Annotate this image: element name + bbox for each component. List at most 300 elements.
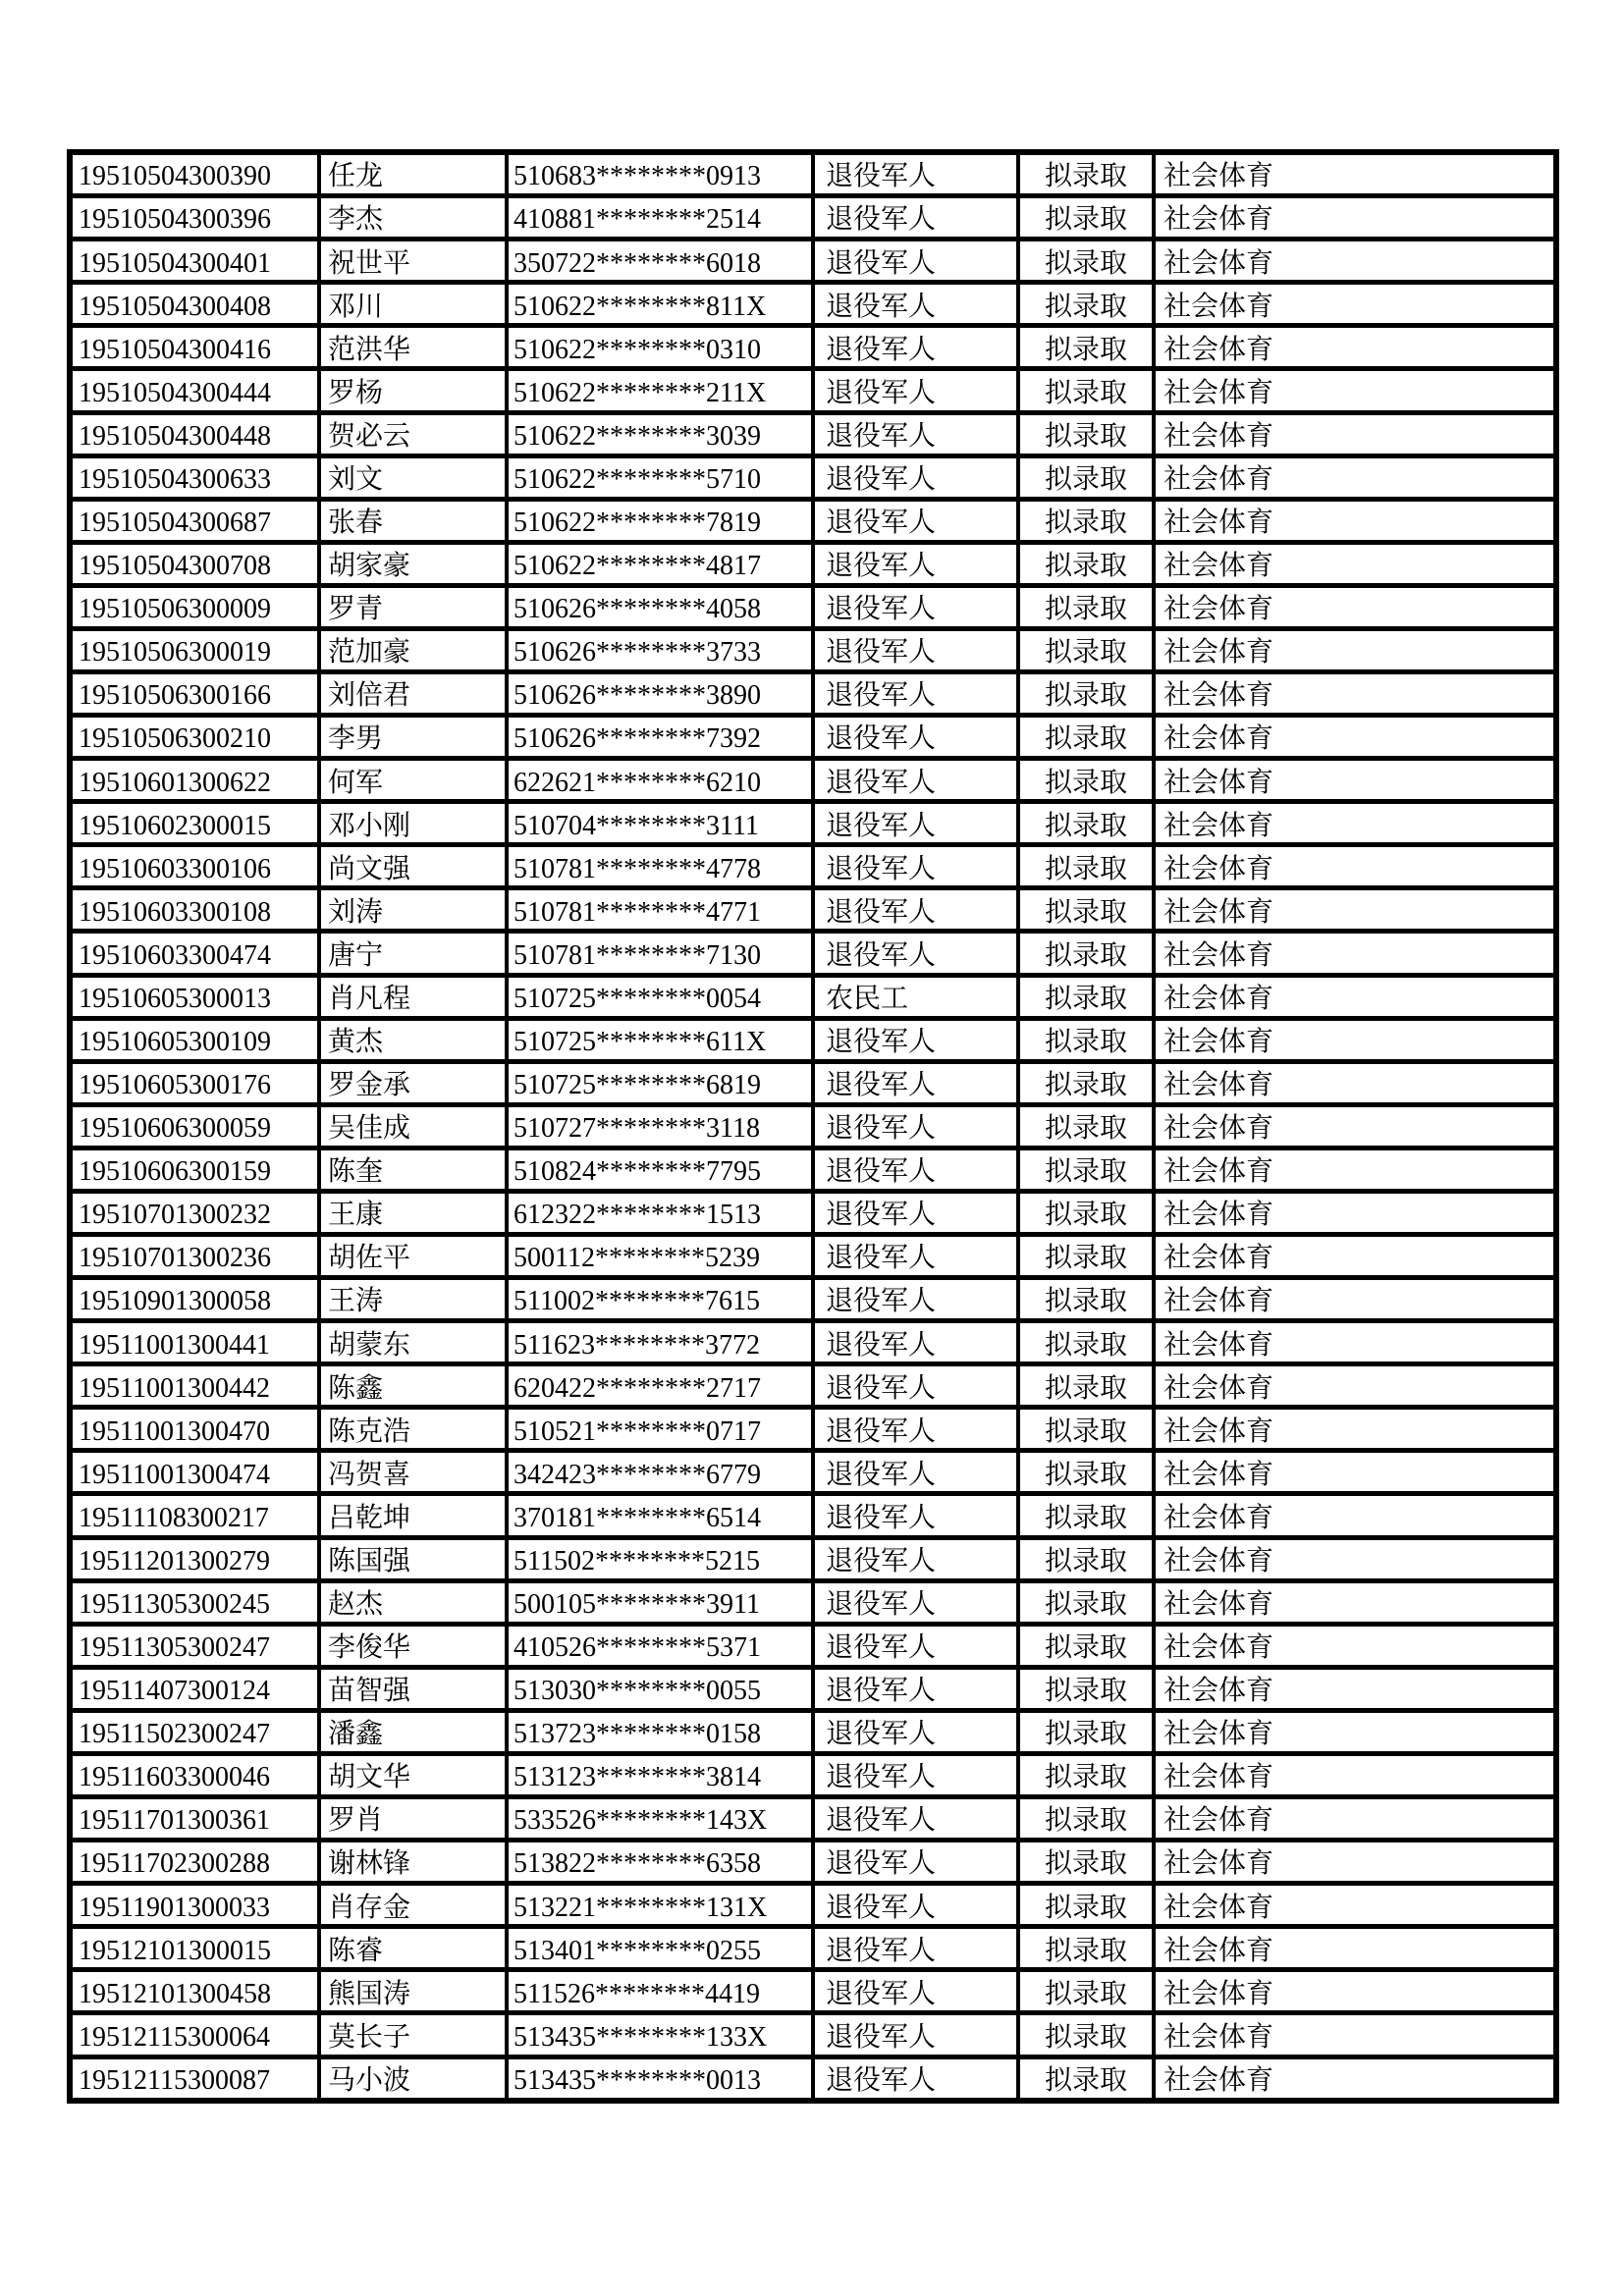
cell-name: 吴佳成	[319, 1104, 507, 1148]
cell-category: 退役军人	[813, 240, 1018, 283]
cell-category: 退役军人	[813, 499, 1018, 542]
cell-exam-number: 19510504300416	[70, 326, 319, 369]
table-row	[70, 283, 1556, 326]
cell-status: 拟录取	[1018, 1321, 1154, 1364]
cell-category: 退役军人	[813, 152, 1018, 196]
cell-id-number: 511502********5215	[507, 1537, 813, 1580]
cell-exam-number: 19511305300247	[70, 1624, 319, 1667]
table-row	[70, 1018, 1556, 1061]
cell-id-number: 620422********2717	[507, 1364, 813, 1408]
cell-status: 拟录取	[1018, 152, 1154, 196]
cell-exam-number: 19511001300442	[70, 1364, 319, 1408]
cell-major: 社会体育	[1154, 802, 1556, 845]
cell-name: 莫长子	[319, 2013, 507, 2056]
cell-name: 唐宁	[319, 932, 507, 975]
cell-status: 拟录取	[1018, 455, 1154, 499]
cell-status: 拟录取	[1018, 759, 1154, 802]
cell-exam-number: 19510605300176	[70, 1061, 319, 1104]
cell-name: 邓小刚	[319, 802, 507, 845]
cell-major: 社会体育	[1154, 1061, 1556, 1104]
cell-id-number: 510725********611X	[507, 1018, 813, 1061]
cell-major: 社会体育	[1154, 1148, 1556, 1191]
table-row	[70, 759, 1556, 802]
table-row	[70, 1927, 1556, 1970]
cell-major: 社会体育	[1154, 1797, 1556, 1841]
cell-major: 社会体育	[1154, 1753, 1556, 1796]
cell-major: 社会体育	[1154, 1278, 1556, 1321]
cell-major: 社会体育	[1154, 499, 1556, 542]
cell-category: 退役军人	[813, 1278, 1018, 1321]
cell-exam-number: 19510901300058	[70, 1278, 319, 1321]
cell-id-number: 342423********6779	[507, 1451, 813, 1494]
cell-id-number: 511002********7615	[507, 1278, 813, 1321]
cell-id-number: 622621********6210	[507, 759, 813, 802]
cell-major: 社会体育	[1154, 2013, 1556, 2056]
cell-name: 罗肖	[319, 1797, 507, 1841]
cell-category: 退役军人	[813, 1191, 1018, 1234]
cell-id-number: 510725********0054	[507, 975, 813, 1018]
cell-major: 社会体育	[1154, 672, 1556, 716]
table-row	[70, 1104, 1556, 1148]
table-row	[70, 1278, 1556, 1321]
cell-status: 拟录取	[1018, 1624, 1154, 1667]
cell-major: 社会体育	[1154, 326, 1556, 369]
table-row	[70, 1753, 1556, 1796]
cell-id-number: 510626********7392	[507, 716, 813, 759]
cell-status: 拟录取	[1018, 1841, 1154, 1884]
cell-exam-number: 19510506300166	[70, 672, 319, 716]
cell-exam-number: 19510606300159	[70, 1148, 319, 1191]
cell-name: 陈克浩	[319, 1408, 507, 1451]
cell-category: 退役军人	[813, 1451, 1018, 1494]
cell-id-number: 513030********0055	[507, 1667, 813, 1710]
cell-exam-number: 19510606300059	[70, 1104, 319, 1148]
cell-name: 李杰	[319, 196, 507, 240]
cell-exam-number: 19511407300124	[70, 1667, 319, 1710]
cell-category: 退役军人	[813, 455, 1018, 499]
cell-exam-number: 19510504300708	[70, 542, 319, 585]
cell-status: 拟录取	[1018, 1148, 1154, 1191]
cell-major: 社会体育	[1154, 845, 1556, 888]
cell-exam-number: 19510504300633	[70, 455, 319, 499]
cell-id-number: 510781********7130	[507, 932, 813, 975]
cell-category: 退役军人	[813, 802, 1018, 845]
cell-major: 社会体育	[1154, 412, 1556, 455]
cell-status: 拟录取	[1018, 499, 1154, 542]
table-row	[70, 1451, 1556, 1494]
cell-name: 肖存金	[319, 1884, 507, 1927]
table-row	[70, 326, 1556, 369]
cell-status: 拟录取	[1018, 1710, 1154, 1753]
cell-name: 陈国强	[319, 1537, 507, 1580]
cell-status: 拟录取	[1018, 672, 1154, 716]
cell-major: 社会体育	[1154, 1408, 1556, 1451]
cell-major: 社会体育	[1154, 1494, 1556, 1537]
cell-name: 邓川	[319, 283, 507, 326]
cell-name: 马小波	[319, 2056, 507, 2101]
cell-status: 拟录取	[1018, 2013, 1154, 2056]
cell-category: 退役军人	[813, 1841, 1018, 1884]
cell-id-number: 410881********2514	[507, 196, 813, 240]
cell-major: 社会体育	[1154, 1580, 1556, 1624]
cell-major: 社会体育	[1154, 1104, 1556, 1148]
cell-id-number: 513435********133X	[507, 2013, 813, 2056]
cell-id-number: 510824********7795	[507, 1148, 813, 1191]
table-row	[70, 1667, 1556, 1710]
table-row	[70, 1321, 1556, 1364]
cell-status: 拟录取	[1018, 369, 1154, 412]
cell-name: 罗金承	[319, 1061, 507, 1104]
cell-status: 拟录取	[1018, 1364, 1154, 1408]
cell-major: 社会体育	[1154, 2056, 1556, 2101]
cell-status: 拟录取	[1018, 1408, 1154, 1451]
cell-name: 潘鑫	[319, 1710, 507, 1753]
cell-major: 社会体育	[1154, 542, 1556, 585]
table-row	[70, 1364, 1556, 1408]
cell-major: 社会体育	[1154, 1537, 1556, 1580]
cell-category: 退役军人	[813, 196, 1018, 240]
cell-exam-number: 19510602300015	[70, 802, 319, 845]
cell-category: 退役军人	[813, 845, 1018, 888]
cell-status: 拟录取	[1018, 1061, 1154, 1104]
cell-category: 退役军人	[813, 283, 1018, 326]
cell-id-number: 510781********4771	[507, 888, 813, 932]
cell-exam-number: 19511001300474	[70, 1451, 319, 1494]
cell-status: 拟录取	[1018, 716, 1154, 759]
cell-category: 退役军人	[813, 628, 1018, 671]
cell-name: 刘倍君	[319, 672, 507, 716]
cell-name: 吕乾坤	[319, 1494, 507, 1537]
cell-id-number: 510626********3890	[507, 672, 813, 716]
cell-status: 拟录取	[1018, 888, 1154, 932]
table-row	[70, 628, 1556, 671]
cell-status: 拟录取	[1018, 2056, 1154, 2101]
cell-name: 肖凡程	[319, 975, 507, 1018]
cell-category: 退役军人	[813, 1927, 1018, 1970]
cell-id-number: 510622********7819	[507, 499, 813, 542]
cell-major: 社会体育	[1154, 196, 1556, 240]
cell-category: 退役军人	[813, 1537, 1018, 1580]
table-row	[70, 585, 1556, 628]
table-row	[70, 1148, 1556, 1191]
cell-major: 社会体育	[1154, 585, 1556, 628]
cell-category: 退役军人	[813, 1753, 1018, 1796]
cell-id-number: 612322********1513	[507, 1191, 813, 1234]
cell-major: 社会体育	[1154, 932, 1556, 975]
table-row	[70, 240, 1556, 283]
cell-major: 社会体育	[1154, 1364, 1556, 1408]
cell-name: 刘文	[319, 455, 507, 499]
cell-exam-number: 19511502300247	[70, 1710, 319, 1753]
table-row	[70, 802, 1556, 845]
cell-major: 社会体育	[1154, 1970, 1556, 2013]
cell-status: 拟录取	[1018, 1494, 1154, 1537]
cell-id-number: 500112********5239	[507, 1235, 813, 1278]
cell-name: 贺必云	[319, 412, 507, 455]
cell-name: 王涛	[319, 1278, 507, 1321]
cell-major: 社会体育	[1154, 283, 1556, 326]
cell-id-number: 510781********4778	[507, 845, 813, 888]
cell-name: 胡家豪	[319, 542, 507, 585]
cell-category: 退役军人	[813, 2056, 1018, 2101]
cell-exam-number: 19511305300245	[70, 1580, 319, 1624]
cell-category: 退役军人	[813, 1884, 1018, 1927]
cell-id-number: 510683********0913	[507, 152, 813, 196]
cell-name: 黄杰	[319, 1018, 507, 1061]
cell-exam-number: 19512115300064	[70, 2013, 319, 2056]
cell-major: 社会体育	[1154, 975, 1556, 1018]
cell-category: 退役军人	[813, 1061, 1018, 1104]
cell-status: 拟录取	[1018, 1104, 1154, 1148]
cell-category: 退役军人	[813, 1408, 1018, 1451]
admission-roster-body	[70, 152, 1556, 2101]
cell-status: 拟录取	[1018, 240, 1154, 283]
cell-major: 社会体育	[1154, 1018, 1556, 1061]
cell-status: 拟录取	[1018, 1580, 1154, 1624]
cell-status: 拟录取	[1018, 1278, 1154, 1321]
cell-exam-number: 19511901300033	[70, 1884, 319, 1927]
cell-name: 陈睿	[319, 1927, 507, 1970]
cell-major: 社会体育	[1154, 152, 1556, 196]
table-row	[70, 888, 1556, 932]
cell-status: 拟录取	[1018, 542, 1154, 585]
cell-category: 退役军人	[813, 412, 1018, 455]
cell-status: 拟录取	[1018, 1667, 1154, 1710]
cell-name: 熊国涛	[319, 1970, 507, 2013]
cell-id-number: 510725********6819	[507, 1061, 813, 1104]
cell-id-number: 510622********3039	[507, 412, 813, 455]
table-row	[70, 975, 1556, 1018]
cell-category: 退役军人	[813, 369, 1018, 412]
cell-major: 社会体育	[1154, 1235, 1556, 1278]
cell-id-number: 511623********3772	[507, 1321, 813, 1364]
cell-status: 拟录取	[1018, 412, 1154, 455]
cell-category: 退役军人	[813, 1710, 1018, 1753]
cell-status: 拟录取	[1018, 1018, 1154, 1061]
table-row	[70, 1408, 1556, 1451]
cell-exam-number: 19510603300474	[70, 932, 319, 975]
cell-status: 拟录取	[1018, 283, 1154, 326]
table-row	[70, 932, 1556, 975]
cell-status: 拟录取	[1018, 1884, 1154, 1927]
cell-category: 退役军人	[813, 1667, 1018, 1710]
cell-category: 退役军人	[813, 1970, 1018, 2013]
cell-id-number: 410526********5371	[507, 1624, 813, 1667]
cell-status: 拟录取	[1018, 1537, 1154, 1580]
cell-status: 拟录取	[1018, 196, 1154, 240]
table-row	[70, 672, 1556, 716]
cell-category: 退役军人	[813, 1235, 1018, 1278]
cell-exam-number: 19510605300013	[70, 975, 319, 1018]
cell-id-number: 513723********0158	[507, 1710, 813, 1753]
cell-category: 退役军人	[813, 672, 1018, 716]
cell-major: 社会体育	[1154, 716, 1556, 759]
cell-major: 社会体育	[1154, 1451, 1556, 1494]
cell-name: 胡蒙东	[319, 1321, 507, 1364]
cell-id-number: 510626********3733	[507, 628, 813, 671]
cell-category: 退役军人	[813, 326, 1018, 369]
cell-exam-number: 19510504300396	[70, 196, 319, 240]
cell-exam-number: 19512101300015	[70, 1927, 319, 1970]
cell-exam-number: 19510506300210	[70, 716, 319, 759]
cell-major: 社会体育	[1154, 628, 1556, 671]
table-row	[70, 1235, 1556, 1278]
cell-exam-number: 19511201300279	[70, 1537, 319, 1580]
cell-category: 退役军人	[813, 542, 1018, 585]
cell-exam-number: 19510504300401	[70, 240, 319, 283]
cell-id-number: 510622********211X	[507, 369, 813, 412]
cell-status: 拟录取	[1018, 326, 1154, 369]
cell-major: 社会体育	[1154, 1884, 1556, 1927]
admission-roster-table	[67, 149, 1559, 2104]
cell-name: 陈鑫	[319, 1364, 507, 1408]
cell-name: 何军	[319, 759, 507, 802]
cell-exam-number: 19511001300441	[70, 1321, 319, 1364]
cell-status: 拟录取	[1018, 628, 1154, 671]
cell-major: 社会体育	[1154, 1927, 1556, 1970]
cell-status: 拟录取	[1018, 1191, 1154, 1234]
table-row	[70, 412, 1556, 455]
table-row	[70, 716, 1556, 759]
cell-major: 社会体育	[1154, 455, 1556, 499]
cell-exam-number: 19510601300622	[70, 759, 319, 802]
cell-status: 拟录取	[1018, 1970, 1154, 2013]
cell-name: 李俊华	[319, 1624, 507, 1667]
table-row	[70, 2056, 1556, 2101]
cell-id-number: 511526********4419	[507, 1970, 813, 2013]
cell-category: 退役军人	[813, 585, 1018, 628]
cell-name: 谢林锋	[319, 1841, 507, 1884]
cell-status: 拟录取	[1018, 585, 1154, 628]
cell-category: 退役军人	[813, 1797, 1018, 1841]
cell-id-number: 510622********811X	[507, 283, 813, 326]
table-row	[70, 1970, 1556, 2013]
cell-name: 范洪华	[319, 326, 507, 369]
cell-name: 刘涛	[319, 888, 507, 932]
cell-name: 张春	[319, 499, 507, 542]
cell-id-number: 510521********0717	[507, 1408, 813, 1451]
table-row	[70, 1061, 1556, 1104]
cell-status: 拟录取	[1018, 1753, 1154, 1796]
table-row	[70, 1580, 1556, 1624]
cell-category: 农民工	[813, 975, 1018, 1018]
cell-id-number: 513435********0013	[507, 2056, 813, 2101]
cell-category: 退役军人	[813, 716, 1018, 759]
cell-status: 拟录取	[1018, 845, 1154, 888]
cell-major: 社会体育	[1154, 240, 1556, 283]
cell-exam-number: 19510504300408	[70, 283, 319, 326]
table-row	[70, 1884, 1556, 1927]
cell-name: 尚文强	[319, 845, 507, 888]
cell-id-number: 513123********3814	[507, 1753, 813, 1796]
cell-exam-number: 19512115300087	[70, 2056, 319, 2101]
cell-major: 社会体育	[1154, 369, 1556, 412]
cell-status: 拟录取	[1018, 1235, 1154, 1278]
cell-name: 冯贺喜	[319, 1451, 507, 1494]
table-row	[70, 369, 1556, 412]
table-row	[70, 2013, 1556, 2056]
cell-exam-number: 19510504300444	[70, 369, 319, 412]
cell-name: 胡文华	[319, 1753, 507, 1796]
cell-exam-number: 19510605300109	[70, 1018, 319, 1061]
cell-category: 退役军人	[813, 1580, 1018, 1624]
cell-major: 社会体育	[1154, 1321, 1556, 1364]
cell-major: 社会体育	[1154, 1667, 1556, 1710]
cell-exam-number: 19512101300458	[70, 1970, 319, 2013]
cell-category: 退役军人	[813, 932, 1018, 975]
table-row	[70, 499, 1556, 542]
cell-name: 范加豪	[319, 628, 507, 671]
cell-exam-number: 19511603300046	[70, 1753, 319, 1796]
table-row	[70, 1624, 1556, 1667]
cell-exam-number: 19511001300470	[70, 1408, 319, 1451]
cell-id-number: 350722********6018	[507, 240, 813, 283]
cell-id-number: 510704********3111	[507, 802, 813, 845]
cell-status: 拟录取	[1018, 1927, 1154, 1970]
cell-status: 拟录取	[1018, 1451, 1154, 1494]
cell-major: 社会体育	[1154, 1710, 1556, 1753]
cell-id-number: 510622********5710	[507, 455, 813, 499]
cell-category: 退役军人	[813, 888, 1018, 932]
cell-category: 退役军人	[813, 1148, 1018, 1191]
cell-name: 祝世平	[319, 240, 507, 283]
cell-name: 李男	[319, 716, 507, 759]
cell-category: 退役军人	[813, 1321, 1018, 1364]
cell-id-number: 510727********3118	[507, 1104, 813, 1148]
cell-exam-number: 19511702300288	[70, 1841, 319, 1884]
cell-category: 退役军人	[813, 1494, 1018, 1537]
table-row	[70, 152, 1556, 196]
cell-major: 社会体育	[1154, 888, 1556, 932]
cell-major: 社会体育	[1154, 1624, 1556, 1667]
cell-status: 拟录取	[1018, 802, 1154, 845]
table-row	[70, 542, 1556, 585]
cell-name: 任龙	[319, 152, 507, 196]
cell-id-number: 370181********6514	[507, 1494, 813, 1537]
cell-id-number: 510622********0310	[507, 326, 813, 369]
cell-category: 退役军人	[813, 1624, 1018, 1667]
cell-major: 社会体育	[1154, 1191, 1556, 1234]
cell-id-number: 533526********143X	[507, 1797, 813, 1841]
cell-category: 退役军人	[813, 1018, 1018, 1061]
cell-exam-number: 19510504300448	[70, 412, 319, 455]
cell-exam-number: 19510701300236	[70, 1235, 319, 1278]
cell-name: 胡佐平	[319, 1235, 507, 1278]
cell-category: 退役军人	[813, 1364, 1018, 1408]
cell-name: 陈奎	[319, 1148, 507, 1191]
cell-id-number: 513221********131X	[507, 1884, 813, 1927]
table-row	[70, 845, 1556, 888]
cell-exam-number: 19510701300232	[70, 1191, 319, 1234]
table-row	[70, 1494, 1556, 1537]
cell-name: 罗青	[319, 585, 507, 628]
cell-id-number: 513401********0255	[507, 1927, 813, 1970]
cell-exam-number: 19510506300009	[70, 585, 319, 628]
table-row	[70, 196, 1556, 240]
cell-name: 王康	[319, 1191, 507, 1234]
table-row	[70, 1191, 1556, 1234]
cell-exam-number: 19510603300108	[70, 888, 319, 932]
cell-id-number: 500105********3911	[507, 1580, 813, 1624]
table-row	[70, 455, 1556, 499]
cell-id-number: 510626********4058	[507, 585, 813, 628]
cell-status: 拟录取	[1018, 932, 1154, 975]
cell-major: 社会体育	[1154, 759, 1556, 802]
cell-major: 社会体育	[1154, 1841, 1556, 1884]
cell-id-number: 510622********4817	[507, 542, 813, 585]
cell-name: 苗智强	[319, 1667, 507, 1710]
table-row	[70, 1537, 1556, 1580]
